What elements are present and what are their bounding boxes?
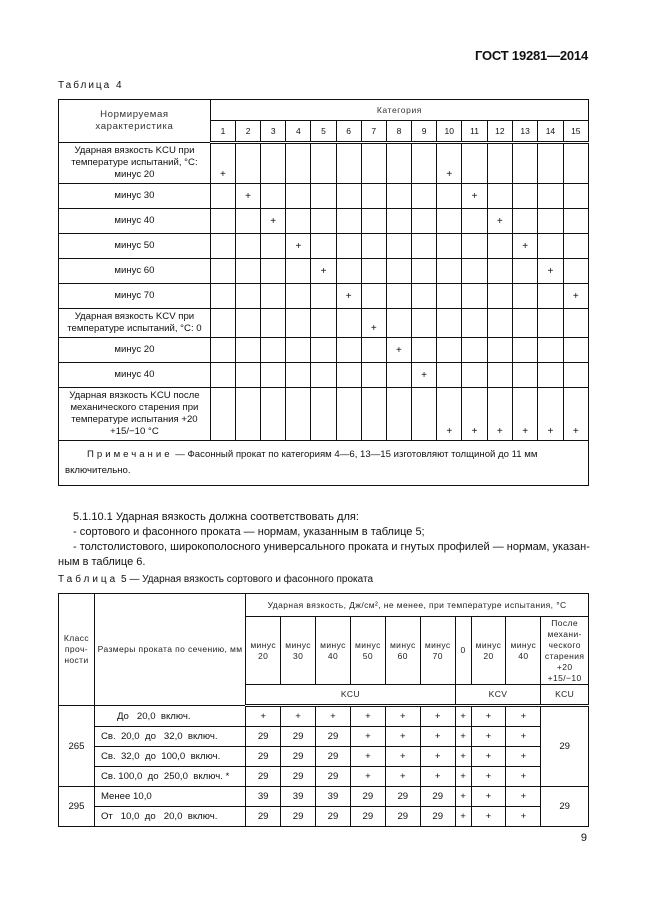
table4-cell <box>437 184 462 209</box>
table-row <box>59 209 589 234</box>
table4-cell <box>311 309 336 338</box>
row-label: Ударная вязкость KCU после механического старения при температуре испытания +20 +15/−10 °С <box>59 388 211 441</box>
size-range: От 10,0 до 20,0 включ. <box>94 807 245 827</box>
table-row <box>59 309 589 338</box>
table4-cell <box>386 309 411 338</box>
size-range: Св. 32,0 до 100,0 включ. <box>94 747 245 767</box>
table-row <box>59 388 589 441</box>
table4-cell <box>462 234 487 259</box>
value-cell: + <box>420 727 455 747</box>
table5-header-main: Ударная вязкость, Дж/см², не менее, при температуре испытания, °С <box>246 594 589 617</box>
value-cell: 29 <box>316 807 351 827</box>
table4-cell <box>487 363 512 388</box>
table4-cell <box>336 309 361 338</box>
table4-cell <box>361 209 386 234</box>
value-cell: + <box>281 706 316 727</box>
size-range: Менее 10,0 <box>94 787 245 807</box>
table4-cell <box>412 309 437 338</box>
value-cell: 29 <box>316 747 351 767</box>
table4-cell <box>538 184 563 209</box>
table4-cell <box>437 338 462 363</box>
table-row <box>59 706 589 727</box>
row-label: Ударная вязкость KCU при температуре испытаний, °С: минус 20 <box>59 143 211 184</box>
table4-category-3: 3 <box>261 121 286 143</box>
table-row <box>59 284 589 309</box>
table4-cell <box>563 259 588 284</box>
table-row <box>59 363 589 388</box>
table4-cell: + <box>437 143 462 184</box>
table4-cell <box>386 388 411 441</box>
value-cell: + <box>506 747 541 767</box>
table4-cell <box>513 259 538 284</box>
table4-category-13: 13 <box>513 121 538 143</box>
paragraph-line-2: - сортового и фасонного проката — нормам, указанным в таблице 5; <box>73 526 425 538</box>
table4-cell <box>210 309 235 338</box>
table4-cell: + <box>462 184 487 209</box>
table4-cell <box>538 209 563 234</box>
table4-cell <box>210 184 235 209</box>
table4-cell <box>412 284 437 309</box>
table4-cell <box>487 143 512 184</box>
table4-cell <box>236 363 261 388</box>
table4-cell <box>412 209 437 234</box>
table4-cell <box>210 284 235 309</box>
table4-cell <box>311 143 336 184</box>
table4-cell: + <box>437 388 462 441</box>
value-cell: + <box>506 807 541 827</box>
table-row <box>59 747 589 767</box>
table5-temp-header: минус 40 <box>316 617 351 685</box>
paragraph-line-1: 5.1.10.1 Ударная вязкость должна соответствовать для: <box>73 511 359 523</box>
table5-group-header: KCU <box>246 685 455 706</box>
table4-cell: + <box>311 259 336 284</box>
value-cell: + <box>246 706 281 727</box>
table-row <box>59 184 589 209</box>
table-row <box>59 807 589 827</box>
table4-cell <box>412 259 437 284</box>
table4-cell <box>261 259 286 284</box>
table5-temp-header: После механи-ческого старения +20 +15/−10 <box>541 617 589 685</box>
table4-cell <box>286 143 311 184</box>
table4-cell <box>513 143 538 184</box>
value-cell: 39 <box>281 787 316 807</box>
value-cell: + <box>420 747 455 767</box>
table4-cell <box>462 209 487 234</box>
table4-cell <box>361 259 386 284</box>
table4-cell <box>487 284 512 309</box>
row-label: минус 40 <box>59 363 211 388</box>
table4-cell <box>286 309 311 338</box>
table4-cell <box>311 338 336 363</box>
table4-cell <box>487 338 512 363</box>
value-cell: + <box>385 747 420 767</box>
table5-temp-header: минус 40 <box>506 617 541 685</box>
value-cell: 29 <box>316 727 351 747</box>
table4-cell <box>487 259 512 284</box>
table4-cell <box>210 259 235 284</box>
table5-header-sizes: Размеры проката по сечению, мм <box>94 594 245 706</box>
table4-cell <box>311 363 336 388</box>
table4-cell <box>311 209 336 234</box>
table4-cell <box>386 209 411 234</box>
table4-cell <box>210 209 235 234</box>
table4-cell <box>261 388 286 441</box>
row-label: минус 60 <box>59 259 211 284</box>
table4-cell <box>513 338 538 363</box>
table5-temp-header: минус 30 <box>281 617 316 685</box>
size-range: Св. 20,0 до 32,0 включ. <box>94 727 245 747</box>
value-cell: + <box>385 727 420 747</box>
value-cell: 29 <box>385 807 420 827</box>
value-cell: 29 <box>246 747 281 767</box>
value-cell: + <box>506 767 541 787</box>
table4-cell <box>236 284 261 309</box>
value-cell: 29 <box>246 807 281 827</box>
table4-category-9: 9 <box>412 121 437 143</box>
value-cell: + <box>506 706 541 727</box>
table4-cell <box>336 338 361 363</box>
table4-cell <box>462 338 487 363</box>
value-cell: 29 <box>385 787 420 807</box>
table4-cell <box>412 234 437 259</box>
value-cell: + <box>471 747 506 767</box>
table4-category-4: 4 <box>286 121 311 143</box>
table4-cell <box>412 388 437 441</box>
value-cell: 29 <box>420 787 455 807</box>
table4-cell <box>361 143 386 184</box>
value-cell: 39 <box>246 787 281 807</box>
table4-cell <box>538 143 563 184</box>
value-cell: + <box>471 807 506 827</box>
table-row <box>59 767 589 787</box>
table4-category-7: 7 <box>361 121 386 143</box>
table4-header-category: Категория <box>210 100 588 121</box>
table4-cell: + <box>210 143 235 184</box>
table4-cell <box>386 363 411 388</box>
table4-cell <box>386 234 411 259</box>
table4-cell <box>563 209 588 234</box>
table4-cell <box>563 338 588 363</box>
table5-caption: Таблица 5 — Ударная вязкость сортового и фасонного проката <box>58 574 374 585</box>
table4-cell <box>236 338 261 363</box>
table4-cell <box>336 209 361 234</box>
table4-cell <box>513 309 538 338</box>
table-row <box>59 143 589 184</box>
table4-cell <box>236 143 261 184</box>
table-row <box>59 259 589 284</box>
table4-cell: + <box>538 388 563 441</box>
table4-cell <box>311 388 336 441</box>
strength-class: 265 <box>59 706 95 787</box>
aging-value: 29 <box>541 787 589 827</box>
table4-cell <box>437 209 462 234</box>
table4-category-15: 15 <box>563 121 588 143</box>
table4-cell <box>361 338 386 363</box>
table4-cell <box>286 338 311 363</box>
value-cell: 39 <box>316 787 351 807</box>
table5 <box>58 593 589 827</box>
aging-value: 29 <box>541 706 589 787</box>
table4-cell <box>538 309 563 338</box>
value-cell: 29 <box>420 807 455 827</box>
table4-cell <box>261 309 286 338</box>
table4-caption: Таблица 4 <box>58 80 124 91</box>
table5-temp-header: минус 20 <box>246 617 281 685</box>
table4-cell <box>261 184 286 209</box>
table4-cell <box>261 234 286 259</box>
value-cell: 29 <box>316 767 351 787</box>
table4-cell <box>386 143 411 184</box>
table4-cell <box>210 234 235 259</box>
table4-cell <box>412 338 437 363</box>
table4-cell: + <box>236 184 261 209</box>
value-cell: + <box>316 706 351 727</box>
table4-cell <box>361 234 386 259</box>
table4-cell <box>386 259 411 284</box>
row-label: минус 30 <box>59 184 211 209</box>
table4-cell <box>261 143 286 184</box>
table4-cell <box>210 363 235 388</box>
table4-cell: + <box>538 259 563 284</box>
table4-cell <box>437 234 462 259</box>
table4-cell: + <box>412 363 437 388</box>
table4-cell <box>563 184 588 209</box>
value-cell: + <box>455 787 471 807</box>
table4-cell: + <box>513 388 538 441</box>
value-cell: + <box>471 706 506 727</box>
table4-cell <box>361 388 386 441</box>
table4-cell <box>286 184 311 209</box>
table4-cell <box>563 309 588 338</box>
row-label: минус 70 <box>59 284 211 309</box>
table4-cell <box>261 284 286 309</box>
table4-cell: + <box>261 209 286 234</box>
table4-cell <box>462 363 487 388</box>
value-cell: 29 <box>281 747 316 767</box>
table4-category-2: 2 <box>236 121 261 143</box>
table4-cell <box>462 284 487 309</box>
table4-cell <box>437 309 462 338</box>
table4-cell <box>513 284 538 309</box>
table5-group-header: KCV <box>455 685 541 706</box>
table4-cell <box>336 363 361 388</box>
row-label: минус 40 <box>59 209 211 234</box>
table4-cell: + <box>513 234 538 259</box>
table4-cell: + <box>386 338 411 363</box>
value-cell: + <box>455 807 471 827</box>
table4-cell: + <box>286 234 311 259</box>
table-row <box>59 787 589 807</box>
value-cell: + <box>471 767 506 787</box>
size-range: Св. 100,0 до 250,0 включ. * <box>94 767 245 787</box>
table4-cell <box>261 338 286 363</box>
table4-cell <box>462 309 487 338</box>
row-label: минус 50 <box>59 234 211 259</box>
table4-cell <box>286 363 311 388</box>
table4-cell <box>487 184 512 209</box>
table4-note: Примечание — Фасонный прокат по категориям 4—6, 13—15 изготовляют толщиной до 11 мм включительно. <box>59 441 589 486</box>
table5-group-header: KCU <box>541 685 589 706</box>
value-cell: + <box>455 706 471 727</box>
paragraph-line-3: - толстолистового, широкополосного универсального проката и гнутых профилей — нормам, указан- <box>73 541 590 553</box>
value-cell: + <box>506 727 541 747</box>
value-cell: + <box>455 747 471 767</box>
row-label: Ударная вязкость KCV при температуре испытаний, °С: 0 <box>59 309 211 338</box>
table4-header-characteristic: Нормируемая характеристика <box>59 100 211 143</box>
table4-category-6: 6 <box>336 121 361 143</box>
table4-cell <box>538 234 563 259</box>
table4-cell <box>336 184 361 209</box>
table4-cell <box>236 209 261 234</box>
table4-cell: + <box>487 388 512 441</box>
table4-cell <box>487 234 512 259</box>
table4-cell <box>513 184 538 209</box>
value-cell: + <box>471 727 506 747</box>
table4-cell: + <box>336 284 361 309</box>
value-cell: + <box>506 787 541 807</box>
size-range: До 20,0 включ. <box>94 706 245 727</box>
table4 <box>58 99 589 486</box>
table5-temp-header: 0 <box>455 617 471 685</box>
table4-category-14: 14 <box>538 121 563 143</box>
table4-cell <box>361 363 386 388</box>
table4-cell <box>361 184 386 209</box>
value-cell: + <box>420 767 455 787</box>
value-cell: + <box>455 727 471 747</box>
table4-cell <box>210 388 235 441</box>
table4-cell <box>336 143 361 184</box>
table4-cell <box>538 284 563 309</box>
table4-cell <box>437 284 462 309</box>
table4-category-11: 11 <box>462 121 487 143</box>
value-cell: 29 <box>246 767 281 787</box>
table4-cell <box>286 259 311 284</box>
strength-class: 295 <box>59 787 95 827</box>
value-cell: + <box>350 727 385 747</box>
table4-cell <box>487 309 512 338</box>
table4-category-8: 8 <box>386 121 411 143</box>
table4-cell: + <box>487 209 512 234</box>
value-cell: 29 <box>350 807 385 827</box>
table4-cell <box>412 184 437 209</box>
table4-category-12: 12 <box>487 121 512 143</box>
value-cell: 29 <box>281 727 316 747</box>
table5-temp-header: минус 50 <box>350 617 385 685</box>
table4-cell <box>336 234 361 259</box>
value-cell: + <box>350 767 385 787</box>
table4-cell <box>361 284 386 309</box>
table4-cell <box>236 388 261 441</box>
table4-cell <box>538 363 563 388</box>
table4-cell <box>311 184 336 209</box>
value-cell: 29 <box>350 787 385 807</box>
table4-cell <box>462 259 487 284</box>
row-label: минус 20 <box>59 338 211 363</box>
value-cell: 29 <box>281 807 316 827</box>
table4-category-10: 10 <box>437 121 462 143</box>
table-row <box>59 234 589 259</box>
table4-cell <box>513 363 538 388</box>
value-cell: 29 <box>281 767 316 787</box>
table4-cell <box>210 338 235 363</box>
paragraph-line-4: ным в таблице 6. <box>58 556 146 568</box>
page-number: 9 <box>580 832 587 844</box>
table5-temp-header: минус 20 <box>471 617 506 685</box>
table4-cell <box>563 143 588 184</box>
value-cell: + <box>455 767 471 787</box>
table4-cell: + <box>563 284 588 309</box>
table4-cell <box>236 234 261 259</box>
table4-cell <box>386 184 411 209</box>
table4-cell: + <box>361 309 386 338</box>
table4-cell <box>236 259 261 284</box>
table4-cell <box>336 388 361 441</box>
document-id: ГОСТ 19281—2014 <box>475 48 588 63</box>
table-row <box>59 727 589 747</box>
table4-cell <box>336 259 361 284</box>
table4-cell <box>437 259 462 284</box>
value-cell: + <box>385 767 420 787</box>
table4-cell <box>261 363 286 388</box>
table4-cell: + <box>563 388 588 441</box>
table4-cell <box>286 284 311 309</box>
table4-cell <box>412 143 437 184</box>
table4-cell <box>286 388 311 441</box>
table4-cell <box>236 309 261 338</box>
table4-cell <box>538 338 563 363</box>
table4-cell <box>563 363 588 388</box>
table4-cell <box>311 284 336 309</box>
table4-cell <box>563 234 588 259</box>
table4-cell <box>286 209 311 234</box>
table4-cell <box>462 143 487 184</box>
table5-temp-header: минус 60 <box>385 617 420 685</box>
table5-header-class: Класс проч-ности <box>59 594 95 706</box>
table4-cell: + <box>462 388 487 441</box>
table4-cell <box>386 284 411 309</box>
value-cell: + <box>350 747 385 767</box>
table4-cell <box>513 209 538 234</box>
table-row <box>59 338 589 363</box>
value-cell: + <box>385 706 420 727</box>
value-cell: 29 <box>246 727 281 747</box>
value-cell: + <box>350 706 385 727</box>
table5-temp-header: минус 70 <box>420 617 455 685</box>
table4-cell <box>311 234 336 259</box>
value-cell: + <box>420 706 455 727</box>
value-cell: + <box>471 787 506 807</box>
table4-category-5: 5 <box>311 121 336 143</box>
table4-category-1: 1 <box>210 121 235 143</box>
table4-cell <box>437 363 462 388</box>
